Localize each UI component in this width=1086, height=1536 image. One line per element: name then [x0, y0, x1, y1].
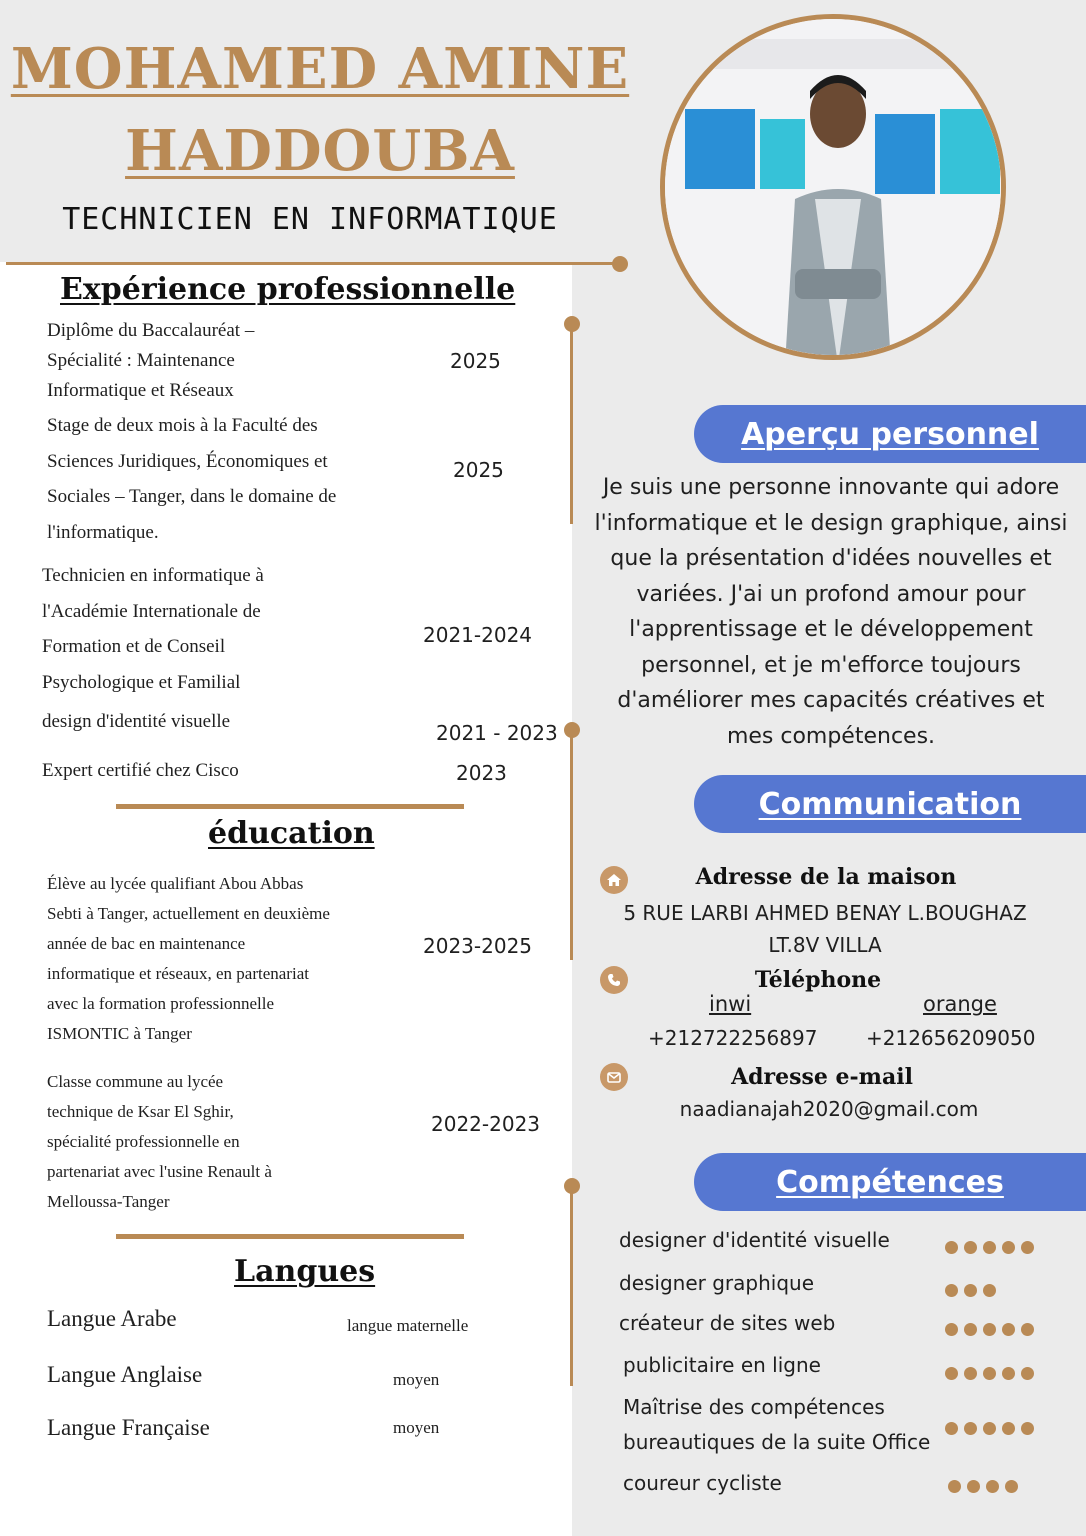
education-line: partenariat avec l'usine Renault à [47, 1162, 272, 1181]
rating-dot [964, 1422, 977, 1435]
experience-year-3: 2021-2024 [423, 623, 533, 647]
experience-line: Sociales – Tanger, dans le domaine de [47, 486, 337, 507]
experience-line: l'informatique. [47, 521, 159, 543]
education-line: Sebti à Tanger, actuellement en deuxième [47, 904, 330, 923]
rating-dot [945, 1422, 958, 1435]
name-line-1: MOHAMED AMINE [10, 36, 630, 102]
rating-dot [1021, 1422, 1034, 1435]
education-line: Classe commune au lycée [47, 1072, 224, 1091]
skill-1: designer d'identité visuelle [619, 1228, 890, 1252]
skill-rating-4 [945, 1367, 1034, 1380]
rating-dot [945, 1323, 958, 1336]
experience-title: Expérience professionnelle [60, 272, 516, 307]
name-line-2: HADDOUBA [125, 118, 515, 184]
education-year-2: 2022-2023 [431, 1112, 541, 1136]
experience-line: Spécialité : Maintenance [47, 350, 235, 371]
rating-dot [967, 1480, 980, 1493]
rating-dot [964, 1241, 977, 1254]
education-line: Melloussa-Tanger [47, 1192, 170, 1211]
rating-dot [945, 1284, 958, 1297]
about-title: Aperçu personnel [741, 416, 1039, 452]
rating-dot [983, 1241, 996, 1254]
timeline-dot [564, 722, 580, 738]
education-line: année de bac en maintenance [47, 934, 246, 953]
skill-rating-5 [945, 1422, 1034, 1435]
education-title: éducation [208, 816, 375, 851]
education-line: spécialité professionnelle en [47, 1132, 240, 1151]
skill-rating-2 [945, 1284, 996, 1297]
experience-line: Diplôme du Baccalauréat – [47, 320, 255, 341]
rating-dot [1002, 1422, 1015, 1435]
experience-line: Informatique et Réseaux [47, 380, 234, 401]
skills-banner [694, 1153, 1086, 1211]
header-divider [6, 262, 614, 265]
operator-orange: orange [923, 992, 997, 1016]
experience-item-4: design d'identité visuelle [42, 711, 231, 732]
rating-dot [1002, 1367, 1015, 1380]
experience-item-5: Expert certifié chez Cisco [42, 760, 239, 781]
education-line: ISMONTIC à Tanger [47, 1024, 192, 1043]
rating-dot [964, 1323, 977, 1336]
section-separator [116, 804, 464, 809]
skill-6: coureur cycliste [623, 1471, 782, 1495]
experience-line: Formation et de Conseil [42, 636, 226, 657]
rating-dot [983, 1323, 996, 1336]
skills-title: Compétences [776, 1164, 1004, 1200]
rating-dot [986, 1480, 999, 1493]
timeline-line-3 [570, 1186, 573, 1386]
experience-line: Psychologique et Familial [42, 671, 241, 693]
rating-dot [1002, 1323, 1015, 1336]
phone-number-1[interactable]: +212722256897 [648, 1026, 818, 1050]
timeline-dot [564, 1178, 580, 1194]
job-title: TECHNICIEN EN INFORMATIQUE [62, 202, 558, 237]
education-year-1: 2023-2025 [423, 934, 533, 958]
address-label: Adresse de la maison [695, 864, 957, 890]
timeline-dot [564, 316, 580, 332]
languages-title: Langues [234, 1254, 376, 1289]
phone-number-2[interactable]: +212656209050 [866, 1026, 1036, 1050]
experience-year-5: 2023 [456, 761, 507, 785]
timeline-line-1 [570, 324, 573, 524]
rating-dot [983, 1284, 996, 1297]
education-line: avec la formation professionnelle [47, 994, 275, 1013]
rating-dot [983, 1367, 996, 1380]
rating-dot [1021, 1367, 1034, 1380]
divider-dot [612, 256, 628, 272]
education-item-1 [47, 869, 330, 1049]
skill-rating-3 [945, 1323, 1034, 1336]
email-address[interactable]: naadianajah2020@gmail.com [679, 1097, 979, 1121]
rating-dot [964, 1284, 977, 1297]
communication-title: Communication [758, 786, 1022, 822]
rating-dot [948, 1480, 961, 1493]
education-line: informatique et réseaux, en partenariat [47, 964, 309, 983]
skill-3: créateur de sites web [619, 1311, 836, 1335]
about-text: Je suis une personne innovante qui adore l'informatique et le design graphique, ainsi que la présentation d'idées nouvelles et variées. J'ai un profond amour pour l'apprentissage et le développement personnel, et je m'efforce toujours d'améliorer mes capacités créatives et mes compétences. [594, 475, 1068, 749]
operator-inwi: inwi [709, 992, 752, 1016]
rating-dot [983, 1422, 996, 1435]
experience-line: l'Académie Internationale de [42, 600, 261, 622]
experience-year-1: 2025 [450, 349, 501, 373]
rating-dot [945, 1367, 958, 1380]
about-banner [694, 405, 1086, 463]
rating-dot [945, 1241, 958, 1254]
language-level-french: moyen [393, 1418, 440, 1437]
email-label: Adresse e-mail [731, 1064, 913, 1090]
skill-rating-6 [948, 1480, 1018, 1493]
experience-year-4: 2021 - 2023 [436, 721, 558, 745]
profile-photo [660, 14, 1006, 360]
experience-item-1 [47, 316, 254, 406]
phone-label: Téléphone [754, 967, 882, 993]
language-level-arabic: langue maternelle [347, 1316, 469, 1335]
skill-line: Maîtrise des compétences [623, 1395, 885, 1419]
rating-dot [1021, 1323, 1034, 1336]
education-line: technique de Ksar El Sghir, [47, 1102, 234, 1121]
address-line-2: LT.8V VILLA [768, 933, 882, 957]
experience-year-2: 2025 [453, 458, 504, 482]
profile-photo-illustration [665, 19, 1006, 360]
experience-line: Sciences Juridiques, Économiques et [47, 450, 328, 472]
skill-2: designer graphique [619, 1271, 815, 1295]
rating-dot [964, 1367, 977, 1380]
rating-dot [1002, 1241, 1015, 1254]
section-separator [116, 1234, 464, 1239]
rating-dot [1021, 1241, 1034, 1254]
communication-banner [694, 775, 1086, 833]
timeline-line-2 [570, 730, 573, 960]
experience-line: Stage de deux mois à la Faculté des [47, 415, 318, 436]
language-arabic: Langue Arabe [47, 1306, 177, 1331]
rating-dot [1005, 1480, 1018, 1493]
language-level-english: moyen [393, 1370, 440, 1389]
education-line: Élève au lycée qualifiant Abou Abbas [47, 874, 304, 893]
experience-item-3 [42, 558, 264, 700]
home-icon [600, 866, 628, 894]
language-english: Langue Anglaise [47, 1362, 203, 1387]
skill-5 [623, 1390, 930, 1460]
skill-rating-1 [945, 1241, 1034, 1254]
language-french: Langue Française [47, 1415, 210, 1440]
education-item-2 [47, 1067, 272, 1217]
experience-item-2 [47, 408, 336, 550]
skill-4: publicitaire en ligne [623, 1353, 821, 1377]
experience-line: Technicien en informatique à [42, 565, 264, 586]
skill-line: bureautiques de la suite Office [623, 1430, 931, 1454]
address-line-1: 5 RUE LARBI AHMED BENAY L.BOUGHAZ [623, 901, 1027, 925]
